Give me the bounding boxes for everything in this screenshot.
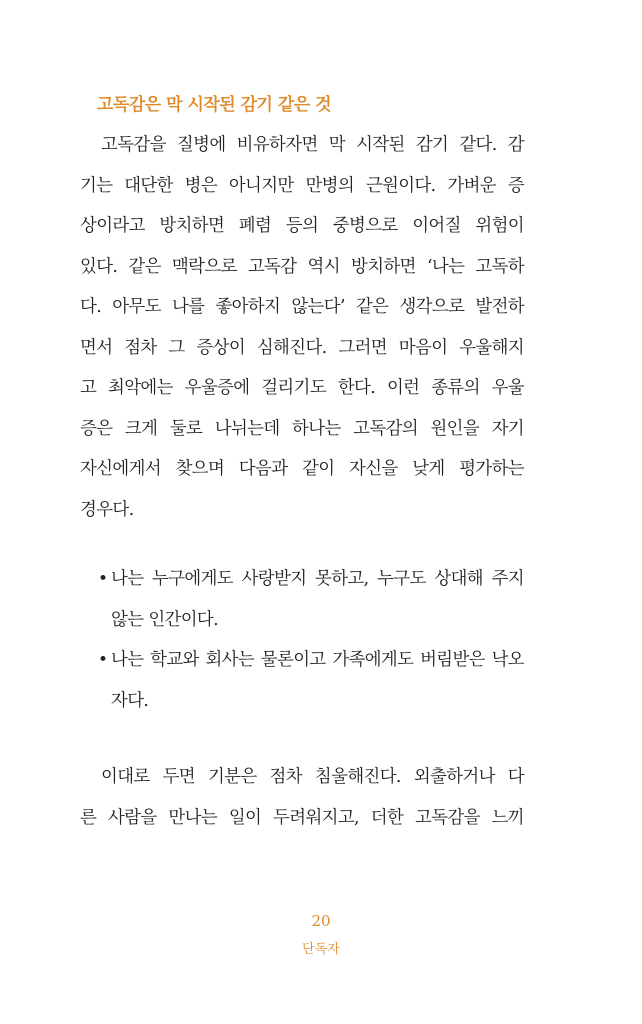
text-line: 있다. 같은 맥락으로 고독감 역시 방치하면 ‘나는 고독하	[80, 256, 524, 277]
text-line: 기는 대단한 병은 아니지만 만병의 근원이다. 가벼운 증	[80, 175, 524, 196]
section-heading: 고독감은 막 시작된 감기 같은 것	[97, 95, 332, 115]
bullet-text-line: 나는 학교와 회사는 물론이고 가족에게도 버림받은 낙오	[111, 650, 524, 670]
bullet-icon: •	[98, 569, 109, 589]
text-line: 증은 크게 둘로 나뉘는데 하나는 고독감의 원인을 자기	[80, 418, 524, 439]
bullet-icon: •	[98, 650, 109, 670]
book-title-footer: 단독자	[302, 942, 340, 957]
paragraph-2	[80, 764, 524, 845]
text-line: 다. 아무도 나를 좋아하지 않는다’ 같은 생각으로 발전하	[80, 297, 524, 317]
paragraph-1	[80, 132, 524, 537]
text-line: 자신에게서 찾으며 다음과 같이 자신을 낮게 평가하는	[80, 459, 524, 479]
bullet-text-line: 나는 누구에게도 사랑받지 못하고, 누구도 상대해 주지	[111, 569, 524, 589]
text-line: 른 사람을 만나는 일이 두려워지고, 더한 고독감을 느끼	[80, 807, 524, 828]
text-line: 면서 점차 그 증상이 심해진다. 그러면 마음이 우울해지	[80, 337, 524, 358]
bullet-text-line: 자다.	[111, 690, 149, 711]
text-line: 고 최악에는 우울증에 걸리기도 한다. 이런 종류의 우울	[80, 378, 524, 398]
text-line: 고독감을 질병에 비유하자면 막 시작된 감기 같다. 감	[101, 135, 524, 155]
bullet-item	[98, 647, 524, 728]
bullet-item	[98, 566, 524, 647]
bullet-text-line: 않는 인간이다.	[111, 609, 219, 630]
bullet-list	[98, 566, 524, 728]
text-line: 상이라고 방치하면 폐렴 등의 중병으로 이어질 위험이	[80, 216, 524, 236]
text-line: 이대로 두면 기분은 점차 침울해진다. 외출하거나 다	[101, 767, 524, 787]
page-number: 20	[311, 912, 331, 930]
text-line: 경우다.	[80, 499, 134, 520]
